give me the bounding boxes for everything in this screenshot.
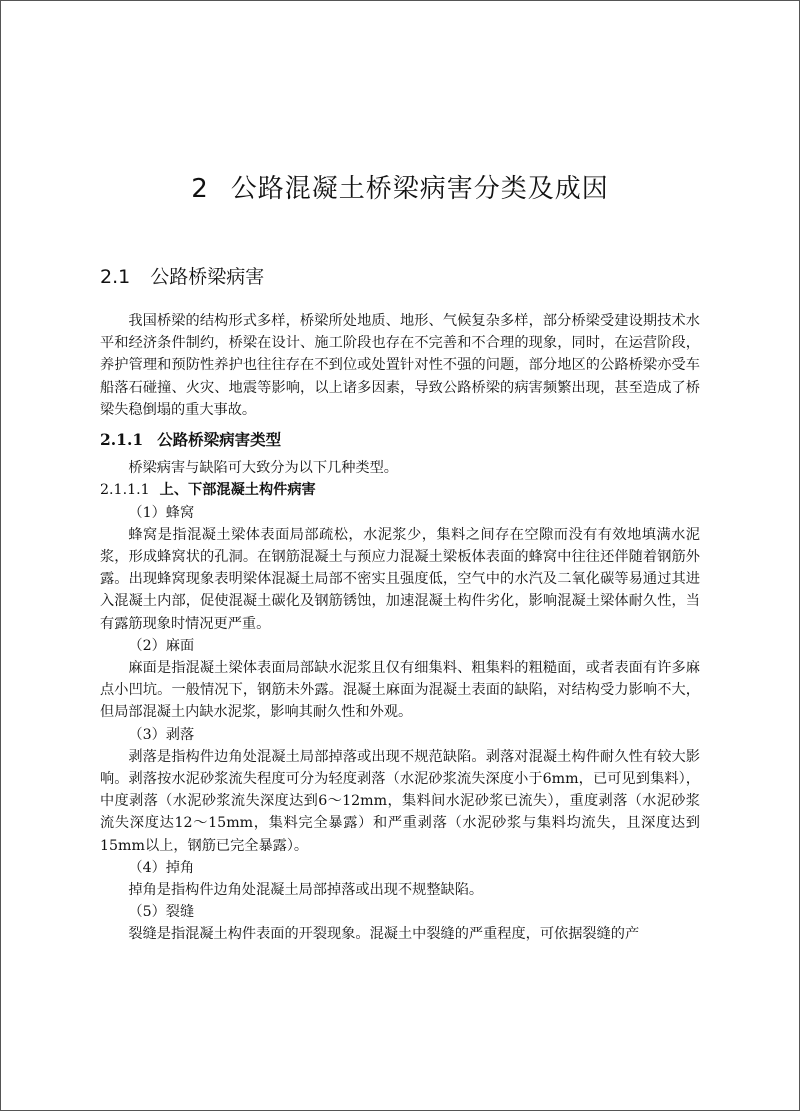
section-heading <box>100 262 264 289</box>
item-paragraph: 裂缝是指混凝土构件表面的开裂现象。混凝土中裂缝的严重程度，可依据裂缝的产 <box>128 926 640 943</box>
subsection-title: 公路桥梁病害类型 <box>157 430 282 450</box>
subsubsection-number: 2.1.1.1 <box>100 482 150 499</box>
item-label: （2）麻面 <box>128 637 195 654</box>
item-label: （3）剥落 <box>128 726 195 743</box>
section-title: 公路桥梁病害 <box>150 266 265 288</box>
chapter-title: 公路混凝土桥梁病害分类及成因 <box>230 174 609 204</box>
intro-paragraph: 我国桥梁的结构形式多样，桥梁所处地质、地形、气候复杂多样，部分桥梁受建设期技术水平和经济条件制约，桥梁在设计、施工阶段也存在不完善和不合理的现象，同时，在运营阶段，养护管理和预防性养护也往往存在不到位或处置针对性不强的问题，部分地区的公路桥梁亦受车船落石碰撞、火灾、地震等影响，以上诸多因素，导致公路桥梁的病害频繁出现，甚至造成了桥梁失稳倒塌的重大事故。 <box>100 313 700 418</box>
subsection-heading <box>100 429 700 451</box>
subsubsection-title: 上、下部混凝土构件病害 <box>159 482 316 499</box>
item-paragraph: 掉角是指构件边角处混凝土局部掉落或出现不规整缺陷。 <box>128 882 484 899</box>
body-text <box>100 310 700 946</box>
chapter-heading <box>0 168 800 205</box>
section-number: 2.1 <box>100 266 131 288</box>
subsection-intro: 桥梁病害与缺陷可大致分为以下几种类型。 <box>128 460 398 477</box>
item-paragraph: 蜂窝是指混凝土梁体表面局部疏松，水泥浆少，集料之间存在空隙而没有有效地填满水泥浆，形成蜂窝状的孔洞。在钢筋混凝土与预应力混凝土梁板体表面的蜂窝中往往还伴随着钢筋外露。出现蜂窝现象表明梁体混凝土局部不密实且强度低，空气中的水汽及二氧化碳等易通过其进入混凝土内部，促使混凝土碳化及钢筋锈蚀，加速混凝土构件劣化，影响混凝土梁体耐久性，当有露筋现象时情况更严重。 <box>100 526 700 632</box>
item-paragraph: 麻面是指混凝土梁体表面局部缺水泥浆且仅有细集料、粗集料的粗糙面，或者表面有许多麻点小凹坑。一般情况下，钢筋未外露。混凝土麻面为混凝土表面的缺陷，对结构受力影响不大，但局部混凝土内缺水泥浆，影响其耐久性和外观。 <box>100 660 700 721</box>
item-paragraph: 剥落是指构件边角处混凝土局部掉落或出现不规范缺陷。剥落对混凝土构件耐久性有较大影响。剥落按水泥砂浆流失程度可分为轻度剥落（水泥砂浆流失深度小于6mm，已可见到集料），中度剥落（水泥砂浆流失深度达到6～12mm，集料间水泥砂浆已流失），重度剥落（水泥砂浆流失深度达12～15mm，集料完全暴露）和严重剥落（水泥砂浆与集料均流失，且深度达到15mm以上，钢筋已完全暴露）。 <box>100 748 700 854</box>
item-label: （5）裂缝 <box>128 904 195 921</box>
item-label: （1）蜂窝 <box>128 504 195 521</box>
subsection-number: 2.1.1 <box>100 430 144 450</box>
subsubsection-heading <box>100 479 700 501</box>
chapter-number: 2 <box>191 174 209 204</box>
item-label: （4）掉角 <box>128 859 195 876</box>
